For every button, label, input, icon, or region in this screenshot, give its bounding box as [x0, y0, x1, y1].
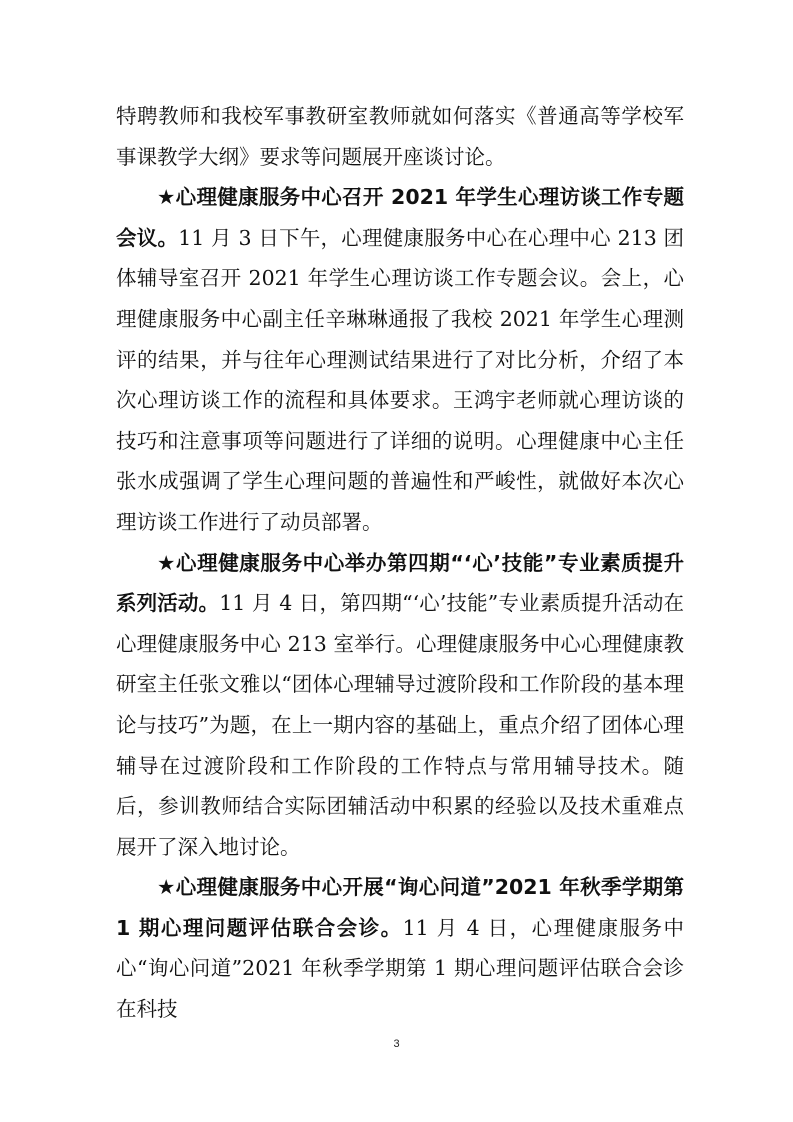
paragraph-continuation [116, 96, 684, 177]
news-item-joint-consultation [116, 867, 684, 1029]
news-item-text: 11 月 4 日，第四期“‘心’技能”专业素质提升活动在心理健康服务中心 213 室举行。心理健康服务中心心理健康教研室主任张文雅以“团体心理辅导过渡阶段和工作阶段的基本理论与技巧”为题，在上一期内容的基础上，重点介绍了团体心理辅导在过渡阶段和工作阶段的工作特点与常用辅导技术。随后，参训教师结合实际团辅活动中积累的经验以及技术重难点展开了深入地讨论。 [116, 591, 685, 859]
page-number: 3 [393, 1038, 400, 1050]
news-item-text: 11 月 4 日，心理健康服务中心“询心问道”2021 年秋季学期第 1 期心理问题评估联合会诊在科技 [116, 915, 684, 1022]
news-item-skills-activity [116, 543, 684, 868]
news-item-heading: ★心理健康服务中心召开 2021 年学生心理访谈工作专题会议。 [116, 185, 684, 250]
news-item-heading: ★心理健康服务中心开展“询心问道”2021 年秋季学期第 1 期心理问题评估联合会诊。 [116, 875, 684, 940]
body-text [116, 96, 684, 1030]
news-item-psych-interview-meeting [116, 177, 684, 542]
paragraph-text: 特聘教师和我校军事教研室教师就如何落实《普通高等学校军事课教学大纲》要求等问题展开座谈讨论。 [116, 104, 684, 169]
news-item-heading: ★心理健康服务中心举办第四期“‘心’技能”专业素质提升系列活动。 [116, 550, 684, 616]
news-item-text: 11 月 3 日下午，心理健康服务中心在心理中心 213 团体辅导室召开 2021 年学生心理访谈工作专题会议。会上，心理健康服务中心副主任辛琳琳通报了我校 2021 年学生心理测评的结果，并与往年心理测试结果进行了对比分析，介绍了本次心理访谈工作的流程和具体要求。王鸿宇老师就心理访谈的技巧和注意事项等问题进行了详细的说明。心理健康中心主任张水成强调了学生心理问题的普遍性和严峻性，就做好本次心理访谈工作进行了动员部署。 [116, 225, 685, 534]
